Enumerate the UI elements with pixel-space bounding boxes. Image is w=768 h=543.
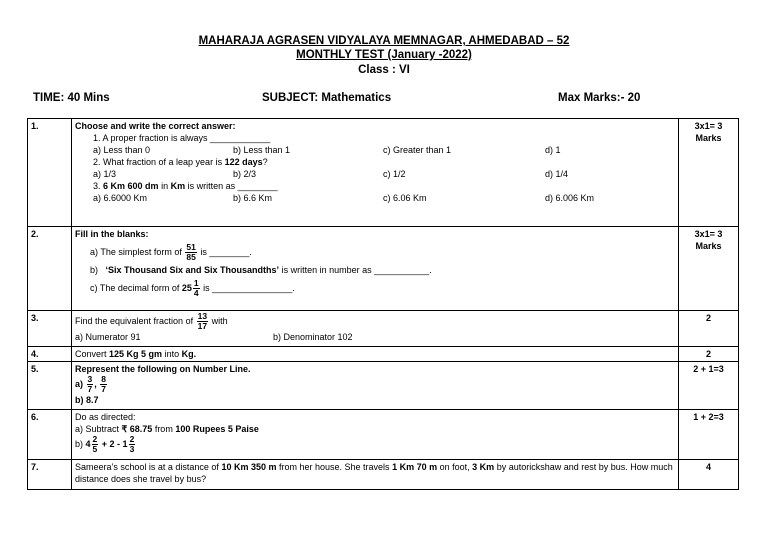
option: b) Denominator 102 [273, 332, 353, 342]
marks-cell: 2 [679, 347, 739, 362]
option: d) 1 [545, 145, 561, 155]
marks-cell: 4 [679, 460, 739, 490]
q5-title: Represent the following on Number Line. [75, 364, 251, 374]
class-label: Class : VI [358, 64, 410, 76]
option: b) 2/3 [233, 169, 257, 179]
fraction: $\frac{51}{85}$ [186, 242, 196, 262]
question-body: Sameera’s school is at a distance of 10 Km 350 m from her house. She travels 1 Km 70 m on foot, 3 Km by autorickshaw and rest by bus. How much distance does she travel by bus? [72, 460, 679, 490]
option: c) Greater than 1 [383, 145, 452, 155]
question-row-2 [28, 227, 739, 311]
q1-item-3 [75, 180, 675, 204]
question-row-4 [28, 347, 739, 362]
q2-item-b: b) ‘Six Thousand Six and Six Thousandths’ is written in number as ___________. [90, 265, 432, 275]
question-body [72, 119, 679, 227]
question-row-6 [28, 410, 739, 460]
q6-title: Do as directed: [75, 412, 136, 422]
question-number: 3. [28, 311, 72, 347]
q6-item-a: a) Subtract ₹ 68.75 from 100 Rupees 5 Paise [75, 424, 259, 434]
q2-item-c: c) The decimal form of 25 $\frac{1}{4}$ is ________________. [90, 278, 295, 298]
q1-item-2-options [93, 168, 675, 180]
subject-label: SUBJECT: Mathematics [262, 92, 392, 104]
q5-item-a: a) $\frac{3}{7}$ , $\frac{8}{7}$ [75, 374, 107, 394]
option: c) 6.06 Km [383, 193, 427, 203]
option: d) 6.006 Km [545, 193, 595, 203]
option: a) Less than 0 [93, 145, 151, 155]
question-number: 2. [28, 227, 72, 311]
question-number: 4. [28, 347, 72, 362]
question-number: 5. [28, 362, 72, 410]
marks-cell: 1 + 2=3 [679, 410, 739, 460]
question-body [72, 311, 679, 347]
option: a) Numerator 91 [75, 332, 141, 342]
option: a) 6.6000 Km [93, 193, 148, 203]
question-body: Convert 125 Kg 5 gm into Kg. [72, 347, 679, 362]
option: b) 6.6 Km [233, 193, 273, 203]
option: b) Less than 1 [233, 145, 291, 155]
q3-options [75, 331, 675, 343]
fraction: $\frac{8}{7}$ [101, 374, 107, 394]
question-body [72, 227, 679, 311]
fraction: $\frac{1}{4}$ [193, 278, 199, 298]
test-title: MONTHLY TEST (January -2022) [296, 49, 472, 61]
question-number: 6. [28, 410, 72, 460]
question-body [72, 362, 679, 410]
q1-item-2 [75, 156, 675, 180]
time-label: TIME: 40 Mins [33, 92, 110, 104]
question-row-3 [28, 311, 739, 347]
q6-item-b: b) 4 $\frac{2}{5}$ + 2 - 1 $\frac{2}{3}$ [75, 434, 135, 454]
q1-title: Choose and write the correct answer: [75, 121, 236, 131]
q1-item-1-text: 1. A proper fraction is always ____________ [93, 133, 271, 143]
fraction: $\frac{2}{3}$ [129, 434, 135, 454]
question-body [72, 410, 679, 460]
marks-cell: 3x1= 3 Marks [679, 119, 739, 227]
question-row-5 [28, 362, 739, 410]
q3-text: Find the equivalent fraction of $\frac{13}{17}$ with [75, 311, 228, 331]
q1-item-1-options [93, 144, 675, 156]
question-table [27, 118, 739, 490]
fraction: $\frac{2}{5}$ [92, 434, 98, 454]
marks-cell: 3x1= 3 Marks [679, 227, 739, 311]
option: c) 1/2 [383, 169, 406, 179]
q2-title: Fill in the blanks: [75, 229, 149, 239]
q5-item-b: b) 8.7 [75, 395, 99, 405]
fraction: $\frac{3}{7}$ [87, 374, 93, 394]
marks-cell: 2 [679, 311, 739, 347]
option: a) 1/3 [93, 169, 117, 179]
q1-item-3-text: 3. 6 Km 600 dm in Km is written as ________ [93, 181, 278, 191]
q1-item-1 [75, 132, 675, 156]
school-name: MAHARAJA AGRASEN VIDYALAYA MEMNAGAR, AHMEDABAD – 52 [198, 35, 570, 47]
q1-item-2-text: 2. What fraction of a leap year is 122 days? [93, 157, 268, 167]
marks-cell: 2 + 1=3 [679, 362, 739, 410]
question-row-7 [28, 460, 739, 490]
q1-item-3-options [93, 192, 675, 204]
question-number: 1. [28, 119, 72, 227]
fraction: $\frac{13}{17}$ [197, 311, 208, 331]
option: d) 1/4 [545, 169, 569, 179]
question-number: 7. [28, 460, 72, 490]
q2-item-a: a) The simplest form of $\frac{51}{85}$ is ________. [90, 242, 252, 262]
question-row-1 [28, 119, 739, 227]
max-marks-label: Max Marks:- 20 [558, 92, 641, 104]
